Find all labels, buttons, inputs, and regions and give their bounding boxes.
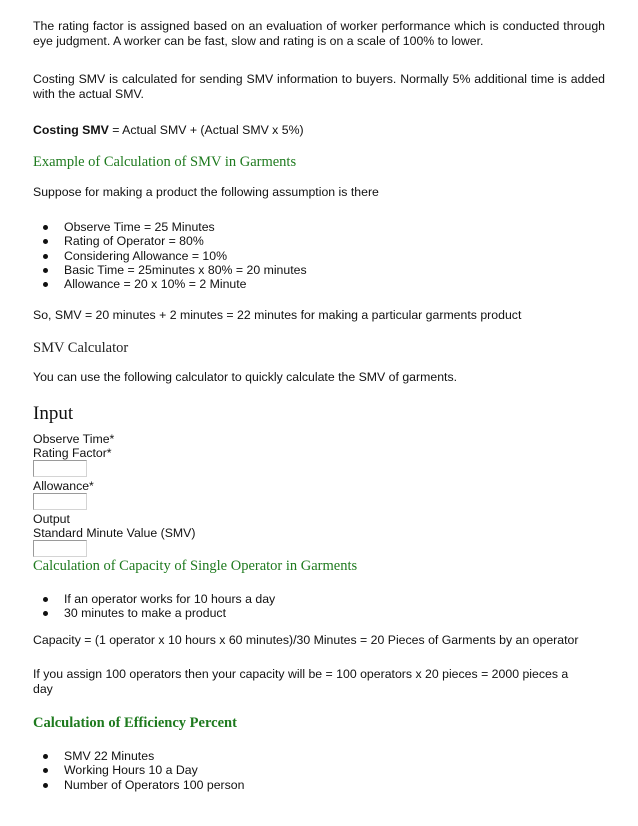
bullet-icon [43,597,48,602]
list-item: Observe Time = 25 Minutes [33,220,307,234]
output-label: Output [33,512,70,526]
bullet-icon [43,783,48,788]
assumption-list [33,220,307,291]
list-item: Working Hours 10 a Day [33,763,244,777]
bullet-icon [43,611,48,616]
list-item: Basic Time = 25minutes x 80% = 20 minutes [33,263,307,277]
bullet-icon [43,282,48,287]
smv-output-label: Standard Minute Value (SMV) [33,526,196,540]
costing-smv-formula [33,123,605,138]
paragraph-capacity: Capacity = (1 operator x 10 hours x 60 minutes)/30 Minutes = 20 Pieces of Garments by an operator [33,633,579,647]
list-item: Rating of Operator = 80% [33,234,307,248]
allowance-input[interactable] [33,493,87,510]
paragraph-costing-smv: Costing SMV is calculated for sending SMV information to buyers. Normally 5% additional time is added with the actual SMV. [33,72,605,101]
allowance-label: Allowance* [33,479,94,493]
efficiency-list [33,749,244,792]
observe-time-label: Observe Time* [33,432,115,446]
capacity-list [33,592,275,621]
paragraph-rating-factor: The rating factor is assigned based on an evaluation of worker performance which is conducted through eye judgment. A worker can be fast, slow and rating is on a scale of 100% to lower. [33,19,605,48]
bullet-icon [43,239,48,244]
calculator-input-heading: Input [33,403,74,424]
heading-smv-calculator: SMV Calculator [33,340,129,356]
list-item: 30 minutes to make a product [33,606,275,620]
list-item: If an operator works for 10 hours a day [33,592,275,606]
paragraph-calculator-intro: You can use the following calculator to quickly calculate the SMV of garments. [33,370,458,384]
bullet-icon [43,268,48,273]
paragraph-smv-result: So, SMV = 20 minutes + 2 minutes = 22 minutes for making a particular garments product [33,308,522,322]
bullet-icon [43,754,48,759]
paragraph-suppose: Suppose for making a product the following assumption is there [33,185,379,199]
heading-example-calculation: Example of Calculation of SMV in Garments [33,154,297,170]
rating-factor-label: Rating Factor* [33,446,112,460]
costing-smv-expression: = Actual SMV + (Actual SMV x 5%) [108,123,304,137]
bullet-icon [43,225,48,230]
bullet-icon [43,254,48,259]
costing-smv-label: Costing SMV [33,123,109,137]
paragraph-assign-operators: If you assign 100 operators then your capacity will be = 100 operators x 20 pieces = 2000 pieces a day [33,667,569,696]
smv-output-field[interactable] [33,540,87,557]
list-item: Considering Allowance = 10% [33,249,307,263]
bullet-icon [43,768,48,773]
list-item: SMV 22 Minutes [33,749,244,763]
list-item: Number of Operators 100 person [33,778,244,792]
heading-efficiency-percent: Calculation of Efficiency Percent [33,715,237,731]
heading-capacity-calculation: Calculation of Capacity of Single Operator in Garments [33,558,358,574]
rating-factor-input[interactable] [33,460,87,477]
list-item: Allowance = 20 x 10% = 2 Minute [33,277,307,291]
